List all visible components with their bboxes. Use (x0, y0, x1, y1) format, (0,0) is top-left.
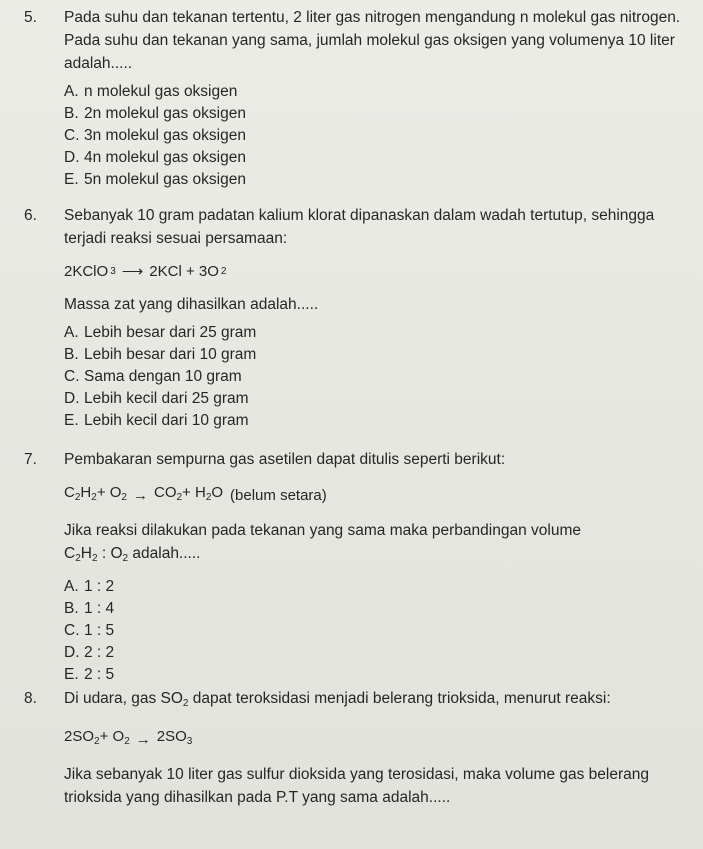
option-text: Lebih kecil dari 25 gram (84, 390, 249, 407)
reaction-equation (64, 260, 684, 283)
option-d (64, 147, 684, 169)
option-b (64, 103, 684, 125)
question-5 (24, 6, 684, 191)
option-letter: C. (64, 622, 80, 639)
option-text: 1 : 2 (84, 578, 115, 595)
question-number: 7. (24, 451, 37, 468)
question-prompt: Jika sebanyak 10 liter gas sulfur dioksida yang terosidasi, maka volume gas belerang trioksida yang dihasilkan pada P.T yang sama adalah..... (64, 766, 650, 806)
equation-subscript: 3 (110, 266, 116, 277)
option-letter: C. (64, 127, 80, 144)
option-letter: D. (64, 390, 80, 407)
option-letter: E. (64, 412, 79, 429)
option-letter: B. (64, 346, 79, 363)
question-stem: Di udara, gas $SO_2$ dapat teroksidasi menjadi belerang trioksida, menurut reaksi: (64, 690, 611, 709)
equation-reactant: 2KClO (64, 263, 109, 280)
question-7 (24, 448, 684, 686)
reaction-equation (64, 725, 684, 753)
option-list (64, 322, 684, 432)
option-list (64, 576, 684, 686)
equation-subscript: 2 (220, 266, 227, 277)
option-list (64, 81, 684, 191)
question-stem: Sebanyak 10 gram padatan kalium klorat dipanaskan dalam wadah tertutup, sehingga terjadi reaksi sesuai persamaan: (64, 207, 655, 247)
equation-product: $CO_2+ H_2O$ (153, 484, 224, 503)
option-e (64, 169, 684, 191)
arrow-icon: → (132, 486, 148, 504)
option-letter: C. (64, 368, 80, 385)
prompt-tail: adalah..... (132, 545, 201, 562)
long-arrow-icon: ⟶ (121, 263, 144, 280)
arrow-icon: → (135, 730, 151, 748)
option-letter: B. (64, 105, 79, 122)
option-text: 2n molekul gas oksigen (84, 105, 246, 122)
option-text: 4n molekul gas oksigen (84, 149, 246, 166)
equation-reactant: $C_2H_2+ O_2$ (64, 484, 127, 503)
option-letter: B. (64, 600, 79, 617)
question-stem: Pembakaran sempurna gas asetilen dapat ditulis seperti berikut: (64, 451, 506, 468)
question-prompt: Massa zat yang dihasilkan adalah..... (64, 296, 319, 313)
option-text: 2 : 2 (84, 644, 115, 661)
question-6 (24, 204, 684, 432)
equation-product: 2KCl + 3O (149, 263, 219, 280)
option-letter: A. (64, 324, 79, 341)
reaction-equation (64, 481, 684, 509)
option-letter: D. (64, 149, 80, 166)
option-a (64, 576, 684, 598)
option-letter: A. (64, 578, 79, 595)
equation-reactant: $2SO_2+ O_2$ (64, 728, 130, 747)
equation-note: (belum setara) (230, 486, 327, 504)
question-prompt-continued (64, 542, 684, 570)
option-text: 3n molekul gas oksigen (84, 127, 246, 144)
option-text: Lebih besar dari 10 gram (84, 346, 257, 363)
option-b (64, 344, 684, 366)
option-letter: E. (64, 666, 79, 683)
question-8 (24, 687, 684, 809)
option-b (64, 598, 684, 620)
question-number: 6. (24, 207, 37, 224)
option-c (64, 620, 684, 642)
question-stem: Pada suhu dan tekanan tertentu, 2 liter gas nitrogen mengandung n molekul gas nitrogen. Pada suhu dan tekanan yang sama, jumlah molekul gas oksigen yang volumenya 10 liter adalah..... (64, 9, 681, 72)
option-e (64, 410, 684, 432)
option-text: 1 : 4 (84, 600, 115, 617)
stem-part: Di udara, gas SO (64, 690, 183, 707)
option-d (64, 642, 684, 664)
option-a (64, 322, 684, 344)
option-d (64, 388, 684, 410)
option-c (64, 125, 684, 147)
option-letter: D. (64, 644, 80, 661)
option-letter: E. (64, 171, 79, 188)
option-text: 2 : 5 (84, 666, 115, 683)
option-text: 1 : 5 (84, 622, 115, 639)
option-text: Lebih besar dari 25 gram (84, 324, 257, 341)
question-number: 8. (24, 690, 37, 707)
stem-part: dapat teroksidasi menjadi belerang trioksida, menurut reaksi: (192, 690, 611, 707)
equation-product: $2SO_3$ (156, 728, 193, 747)
option-c (64, 366, 684, 388)
option-letter: A. (64, 83, 79, 100)
question-prompt: Jika reaksi dilakukan pada tekanan yang sama maka perbandingan volume (64, 522, 581, 539)
option-e (64, 664, 684, 686)
formula: $C_2H_2$ : $O_2$ (64, 545, 129, 564)
option-text: n molekul gas oksigen (84, 83, 238, 100)
option-text: Lebih kecil dari 10 gram (84, 412, 249, 429)
question-number: 5. (24, 9, 37, 26)
option-text: Sama dengan 10 gram (84, 368, 242, 385)
option-a (64, 81, 684, 103)
option-text: 5n molekul gas oksigen (84, 171, 246, 188)
